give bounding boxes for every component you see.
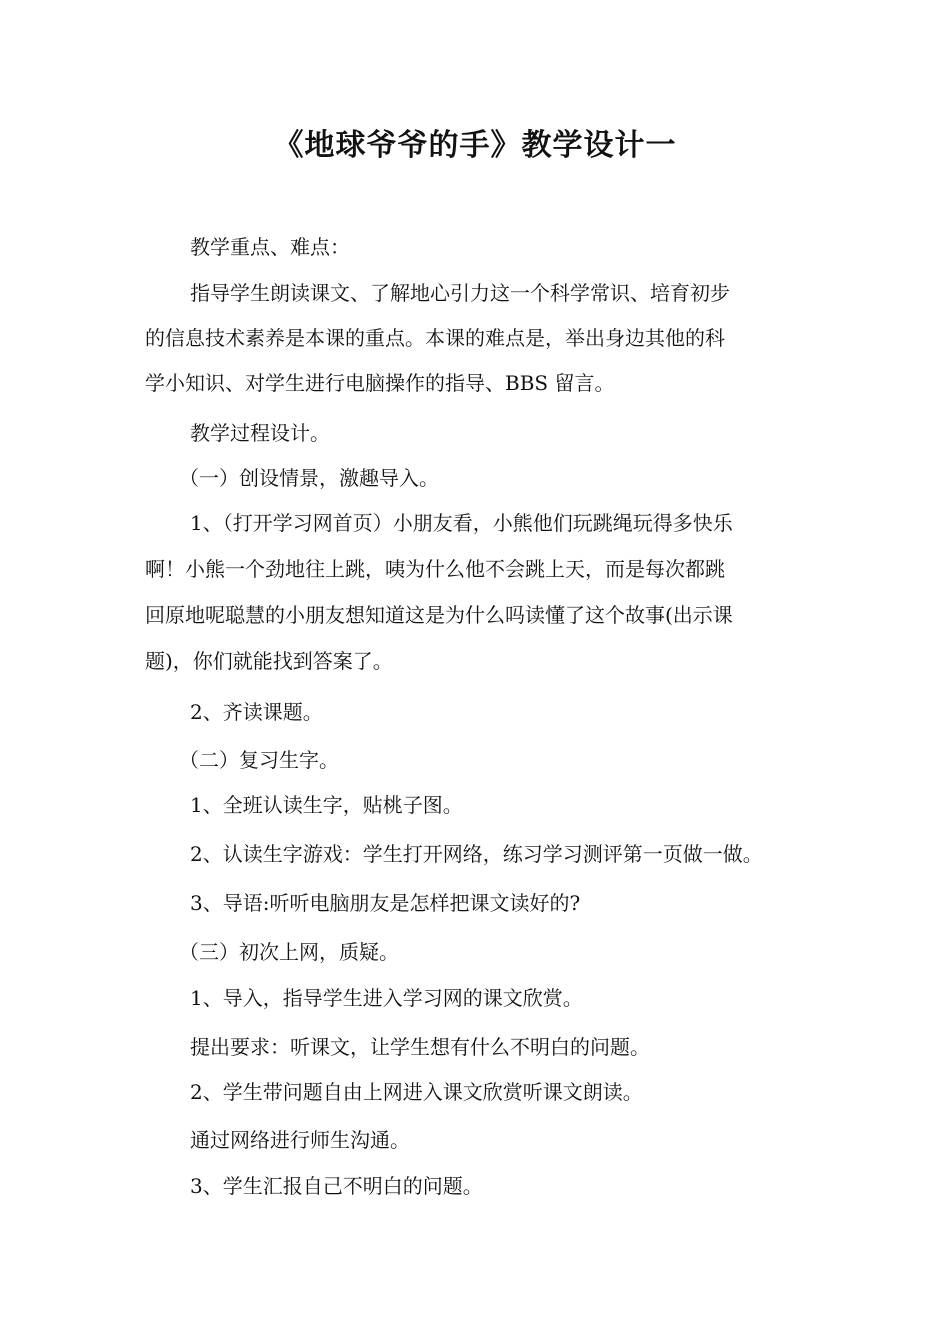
paragraph-line: 2、齐读课题。 [190,700,323,724]
paragraph-line: 学小知识、对学生进行电脑操作的指导、BBS 留言。 [145,371,615,395]
paragraph-line: 1、全班认读生字，贴桃子图。 [190,793,463,817]
paragraph-line: 1、导入，指导学生进入学习网的课文欣赏。 [190,986,583,1010]
paragraph-line: 教学重点、难点： [190,235,350,259]
paragraph-line: 回原地呢聪慧的小朋友想知道这是为什么吗读懂了这个故事(出示课 [145,603,733,627]
paragraph-line: 提出要求：听课文，让学生想有什么不明白的问题。 [190,1035,650,1059]
paragraph-line: 2、认读生字游戏：学生打开网络，练习学习测评第一页做一做。 [190,842,763,866]
section-heading: （三）初次上网，质疑。 [179,940,399,964]
paragraph-line: 指导学生朗读课文、了解地心引力这一个科学常识、培育初步 [190,281,730,305]
paragraph-line: 通过网络进行师生沟通。 [190,1128,410,1152]
paragraph-line: 3、导语:听听电脑朋友是怎样把课文读好的? [190,891,581,915]
section-heading: （一）创设情景，激趣导入。 [179,466,439,490]
paragraph-line: 教学过程设计。 [190,421,330,445]
paragraph-line: 题)，你们就能找到答案了。 [145,649,393,673]
paragraph-line: 3、学生汇报自己不明白的问题。 [190,1174,483,1198]
paragraph-line: 1、（打开学习网首页）小朋友看，小熊他们玩跳绳玩得多快乐 [190,511,733,535]
paragraph-line: 2、学生带问题自由上网进入课文欣赏听课文朗读。 [190,1080,643,1104]
document-title: 《地球爷爷的手》教学设计一 [273,128,677,163]
paragraph-line: 的信息技术素养是本课的重点。本课的难点是，举出身边其他的科 [145,326,725,350]
section-heading: （二）复习生字。 [179,748,339,772]
paragraph-line: 啊！小熊一个劲地往上跳，咦为什么他不会跳上天，而是每次都跳 [145,557,725,581]
